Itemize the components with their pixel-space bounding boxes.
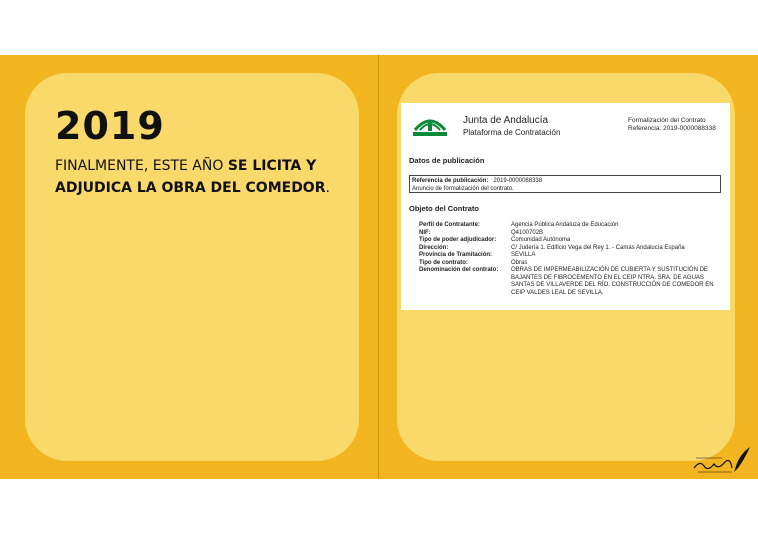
contract-fields	[419, 222, 724, 297]
field-label: Tipo de poder adjudicador:	[419, 237, 497, 243]
ref-value: 2019-0000088338	[493, 178, 543, 184]
publication-ref-box	[409, 175, 721, 193]
field-value: Comunidad Autónoma	[511, 237, 571, 243]
field-row	[419, 260, 724, 268]
field-row	[419, 245, 724, 253]
page-fold	[378, 55, 379, 479]
field-value: Agencia Pública Andaluza de Educación	[511, 222, 619, 228]
field-value: Obras	[511, 259, 528, 266]
section-object: Objeto del Contrato	[409, 204, 479, 213]
field-label: Perfil de Contratante:	[419, 222, 481, 228]
org-name: Junta de Andalucía	[463, 115, 549, 126]
field-value: OBRAS DE IMPERMEABILIZACIÓN DE CUBIERTA Y SUSTITUCIÓN DE BAJANTES DE FIBROCEMENTO EN EL CEIP NTRA. SRA. DE AGUAS SANTAS DE VILLAVERDE DEL RÍO, CONSTRUCCIÓN DE COMEDOR EN CEIP VALDES LEAL DE SEVILLA.	[511, 267, 714, 296]
platform-name: Plataforma de Contratación	[463, 128, 561, 137]
field-value: Q4100702B	[511, 229, 544, 236]
field-row	[419, 237, 724, 245]
field-row	[419, 267, 724, 297]
field-row	[419, 252, 724, 260]
field-row	[419, 230, 724, 238]
headline	[55, 155, 355, 199]
field-label: Denominación del contrato:	[419, 267, 499, 273]
section-publication: Datos de publicación	[409, 156, 485, 165]
doc-type: Formalización del Contrato	[628, 117, 706, 124]
junta-logo-icon	[411, 112, 449, 138]
doc-reference: Referencia: 2019-0000088338	[628, 125, 716, 132]
contract-document	[401, 103, 730, 310]
ref-label: Referencia de publicación:	[412, 178, 489, 184]
field-label: Tipo de contrato:	[419, 259, 468, 266]
headline-bold: SE LICITA Y ADJUDICA LA OBRA DEL COMEDOR	[55, 158, 326, 196]
field-label: Dirección:	[419, 244, 449, 251]
field-label: NIF:	[419, 229, 431, 236]
field-value: C/ Judería 1. Edificio Vega del Rey 1. - Camas Andalucía España	[511, 244, 685, 251]
ref-note: Anuncio de formalización del contrato.	[412, 186, 514, 192]
signature-quill-icon	[692, 446, 752, 476]
headline-pre: FINALMENTE, ESTE AÑO	[55, 158, 228, 174]
field-label: Provincia de Tramitación:	[419, 252, 493, 258]
headline-post: .	[325, 180, 330, 196]
field-value: SEVILLA	[511, 252, 536, 258]
field-row	[419, 222, 724, 230]
year-title: 2019	[55, 104, 165, 148]
